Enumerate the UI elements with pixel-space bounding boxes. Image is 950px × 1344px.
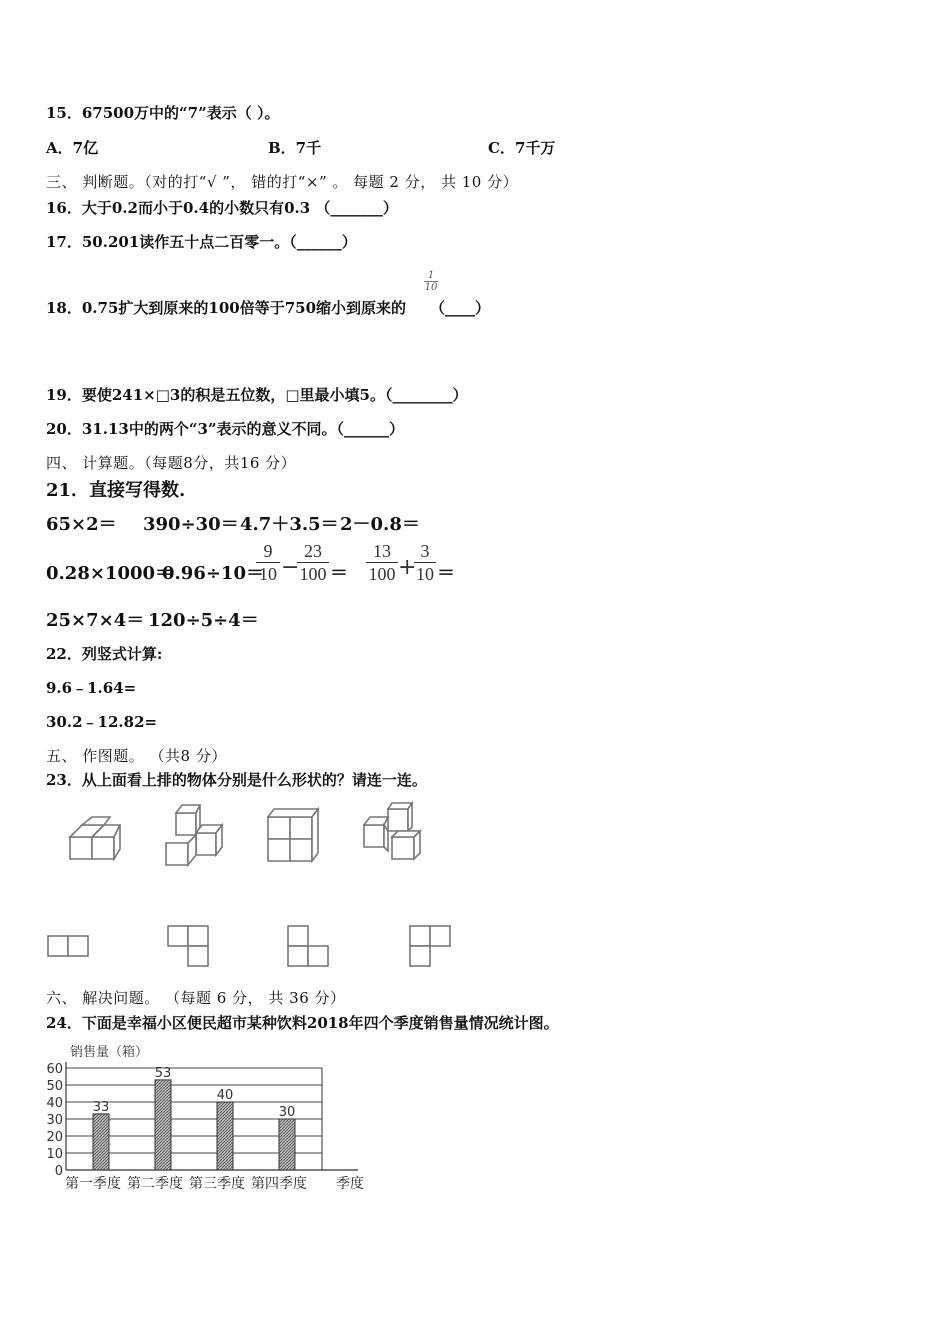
cube-figure-3[interactable] [268, 809, 318, 861]
calc-item: 120÷5÷4＝ [148, 610, 259, 631]
bar-4 [279, 1119, 295, 1170]
x-axis-label: 季度 [336, 1176, 364, 1192]
section5-header: 五、 作图题。 （共8 分） [46, 747, 227, 765]
bar-value-label: 30 [278, 1105, 296, 1120]
cube-figure-4[interactable] [364, 803, 420, 859]
q18-frac-num: 1 [427, 270, 435, 281]
q23-stem: 23．从上面看上排的物体分别是什么形状的？请连一连。 [46, 771, 427, 789]
bar-value-label: 53 [154, 1065, 172, 1081]
q18-frac-den: 10 [424, 282, 438, 293]
y-axis-label: 销售量（箱） [70, 1045, 149, 1060]
y-tick-label: 0 [54, 1164, 63, 1179]
y-tick-label: 40 [46, 1096, 63, 1111]
calc-item: 2－0.8＝ [340, 514, 420, 535]
q15-option-b[interactable]: B．7千 [268, 139, 322, 157]
calc-item: 65×2＝ [46, 514, 117, 535]
x-category-label: 第一季度 [65, 1176, 121, 1192]
fraction-23-100: 23 100 [297, 540, 329, 585]
y-tick-label: 50 [46, 1079, 63, 1094]
minus-sign: − [281, 555, 300, 580]
q18-statement: 18．0.75扩大到原来的100倍等于750缩小到原来的 [46, 299, 407, 317]
x-category-label: 第三季度 [189, 1176, 245, 1192]
fraction-9-10: 9 10 [256, 540, 280, 585]
top-view-shapes [0, 918, 520, 974]
q20-text: 20．31.13中的两个“3”表示的意义不同。（______） [46, 420, 405, 438]
calc-item: 0.28×1000＝ [46, 563, 174, 584]
q19-text: 19．要使241×□3的积是五位数，□里最小填5。（________） [46, 386, 468, 404]
bar-1 [93, 1114, 109, 1170]
q16-text: 16．大于0.2而小于0.4的小数只有0.3 （_______） [46, 199, 398, 217]
q15-option-c[interactable]: C．7千万 [488, 139, 556, 157]
sales-bar-chart [0, 1036, 420, 1200]
y-tick-label: 30 [46, 1113, 63, 1128]
q22-stem: 22．列竖式计算: [46, 645, 163, 663]
fraction-3-10: 3 10 [416, 541, 434, 584]
y-tick-label: 60 [46, 1062, 63, 1077]
section4-header: 四、 计算题。（每题8分，共16 分） [46, 454, 297, 472]
calc-item: 390÷30＝ [143, 514, 239, 535]
q18-text [46, 297, 490, 318]
calc-item: 4.7＋3.5＝ [240, 514, 339, 535]
top-view-shape-1[interactable] [48, 936, 88, 956]
y-tick-label: 10 [46, 1147, 63, 1162]
bar-value-label: 40 [216, 1088, 234, 1103]
y-tick-label: 20 [46, 1130, 63, 1145]
equals-sign: ＝ [330, 563, 348, 584]
bar-value-label: 33 [92, 1099, 110, 1115]
section3-header: 三、 判断题。（对的打“√ ”， 错的打“×” 。 每题 2 分， 共 10 分） [46, 173, 519, 191]
calc-item: 0.96÷10＝ [162, 563, 264, 584]
bar-3 [217, 1102, 233, 1170]
fraction-13-100: 13 100 [366, 540, 398, 585]
top-view-shape-2[interactable] [168, 926, 208, 966]
calc-item: 25×7×4＝ [46, 610, 145, 631]
cube-figures [0, 795, 520, 875]
top-view-shape-4[interactable] [410, 926, 450, 966]
x-category-label: 第二季度 [127, 1176, 183, 1192]
section6-header: 六、 解决问题。 （每题 6 分， 共 36 分） [46, 989, 346, 1007]
bar-2 [155, 1080, 171, 1170]
q17-text: 17．50.201读作五十点二百零一。（______） [46, 233, 357, 251]
x-category-label: 第四季度 [251, 1176, 307, 1192]
q15-option-a[interactable]: A．7亿 [46, 139, 99, 157]
q22-item: 30.2﹣12.82= [46, 713, 158, 731]
q21-stem: 21．直接写得数. [46, 480, 186, 501]
q15-stem: 15．67500万中的“7”表示（ ）。 [46, 104, 280, 122]
plus-sign: + [398, 555, 417, 580]
cube-figure-2[interactable] [166, 805, 222, 865]
cube-figure-1[interactable] [70, 817, 120, 859]
q18-fraction [424, 270, 438, 293]
top-view-shape-3[interactable] [288, 926, 328, 966]
q24-stem: 24．下面是幸福小区便民超市某种饮料2018年四个季度销售量情况统计图。 [46, 1014, 559, 1032]
equals-sign: ＝ [437, 563, 455, 584]
q22-item: 9.6﹣1.64= [46, 679, 137, 697]
q18-blank: （____） [430, 299, 491, 317]
